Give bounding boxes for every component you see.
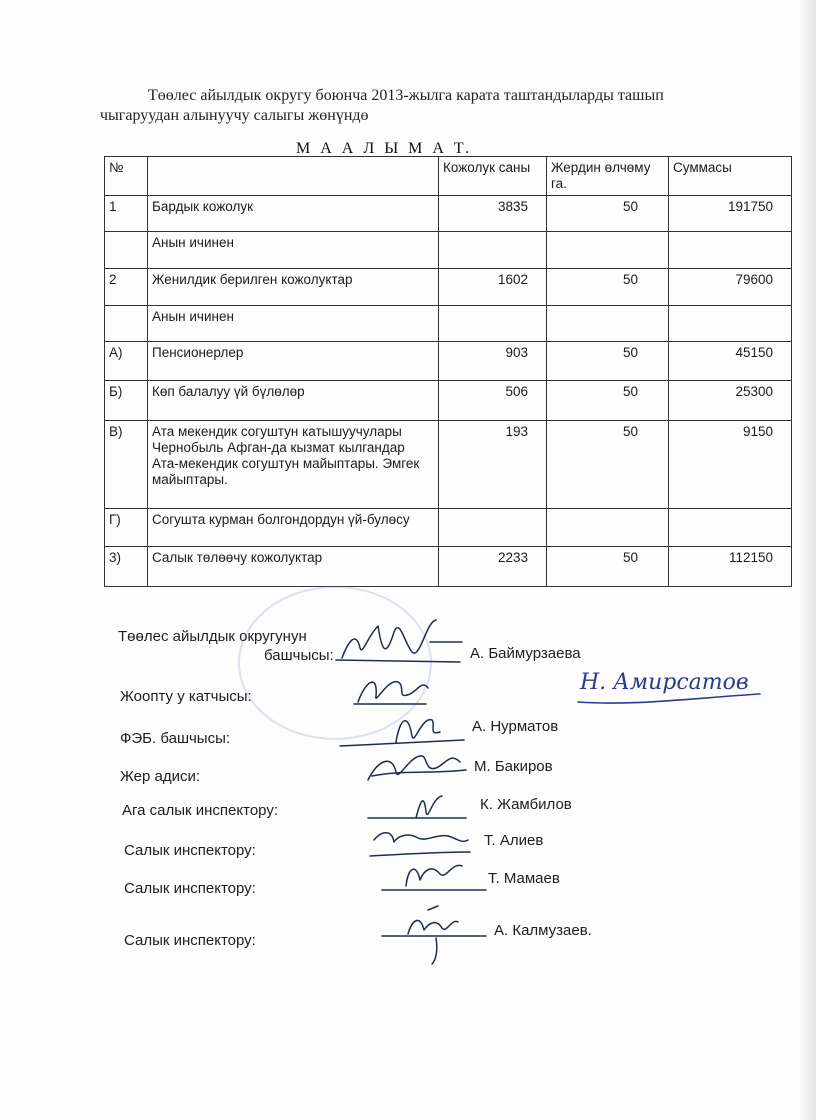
table-row — [105, 421, 792, 509]
header-households: Кожолук саны — [439, 157, 547, 196]
signature-head — [334, 612, 474, 668]
signature-label-inspector-3: Салык инспектору: — [124, 932, 256, 949]
row-name: Женилдик берилген кожолуктар — [148, 269, 439, 306]
signature-name-inspector-3: А. Калмузаев. — [494, 922, 592, 939]
row-households: 193 — [439, 421, 547, 509]
signature-name-feb-head: А. Нурматов — [472, 718, 559, 735]
signature-name-inspector-2: Т. Мамаев — [488, 870, 560, 887]
scan-edge-shadow — [798, 0, 816, 1120]
row-name: Салык төлөөчу кожолуктар — [148, 547, 439, 587]
row-name: Анын ичинен — [148, 232, 439, 269]
row-land — [547, 232, 669, 269]
row-land: 50 — [547, 269, 669, 306]
signature-label-inspector-2: Салык инспектору: — [124, 880, 256, 897]
signature-name-head: А. Баймурзаева — [470, 645, 581, 662]
row-number: Г) — [105, 509, 148, 547]
row-name: Бардык кожолук — [148, 196, 439, 232]
table-row — [105, 269, 792, 306]
signature-label-head-line-1: Төөлес айылдык округунун — [118, 628, 307, 645]
row-number: 2 — [105, 269, 148, 306]
table-row — [105, 196, 792, 232]
row-households: 903 — [439, 342, 547, 381]
header-sum: Суммасы — [669, 157, 792, 196]
row-sum: 112150 — [669, 547, 792, 587]
document-heading — [100, 86, 740, 126]
row-sum: 45150 — [669, 342, 792, 381]
row-name: Көп балалуу үй бүлөлөр — [148, 381, 439, 421]
table-row — [105, 381, 792, 421]
header-name — [148, 157, 439, 196]
row-number: 3) — [105, 547, 148, 587]
signature-name-inspector-1: Т. Алиев — [484, 832, 544, 849]
row-land — [547, 306, 669, 342]
signature-name-senior-inspector: К. Жамбилов — [480, 796, 572, 813]
table-header-row — [105, 157, 792, 196]
document-title: М А А Л Ы М А Т. — [296, 140, 473, 157]
table-row — [105, 547, 792, 587]
data-table — [104, 156, 792, 587]
row-name: Ата мекендик согуштун катышуучулары Чернобыль Афган-да кызмат кылгандар Ата-мекендик согуштун майыптары. Эмгек майыптары. — [148, 421, 439, 509]
signature-name-land-specialist: М. Бакиров — [474, 758, 553, 775]
signature-inspector-3 — [380, 900, 490, 968]
row-sum — [669, 306, 792, 342]
signature-label-land-specialist: Жер адиси: — [120, 768, 201, 785]
row-land: 50 — [547, 421, 669, 509]
row-sum: 191750 — [669, 196, 792, 232]
row-number: В) — [105, 421, 148, 509]
row-households: 506 — [439, 381, 547, 421]
table-row — [105, 232, 792, 269]
signature-label-head-line-2: башчысы: — [264, 647, 334, 664]
signature-inspector-2 — [380, 852, 490, 896]
row-land: 50 — [547, 381, 669, 421]
header-number: № — [105, 157, 148, 196]
signature-label-senior-inspector: Ага салык инспектору: — [122, 802, 279, 819]
signature-name-secretary: Н. Амирсатов — [580, 670, 749, 695]
row-households — [439, 509, 547, 547]
row-name: Пенсионерлер — [148, 342, 439, 381]
signature-label-inspector-1: Салык инспектору: — [124, 842, 256, 859]
signature-label-feb-head: ФЭБ. башчысы: — [120, 730, 231, 747]
signature-land-specialist — [362, 740, 472, 788]
row-number: А) — [105, 342, 148, 381]
table-row — [105, 509, 792, 547]
row-sum: 25300 — [669, 381, 792, 421]
row-name: Согушта курман болгондордун үй-булөсу — [148, 509, 439, 547]
row-number — [105, 232, 148, 269]
row-land: 50 — [547, 196, 669, 232]
header-land-size: Жердин өлчөму га. — [547, 157, 669, 196]
row-sum: 9150 — [669, 421, 792, 509]
row-households: 1602 — [439, 269, 547, 306]
row-households — [439, 232, 547, 269]
row-name: Анын ичинен — [148, 306, 439, 342]
row-land — [547, 509, 669, 547]
signature-label-secretary: Жоопту у катчысы: — [120, 688, 252, 705]
heading-line-1: Төөлес айылдык округу боюнча 2013-жылга карата таштандыларды ташып — [148, 87, 664, 104]
row-households: 2233 — [439, 547, 547, 587]
handwritten-underline-secretary — [574, 668, 764, 708]
row-sum — [669, 509, 792, 547]
row-households — [439, 306, 547, 342]
row-number: Б) — [105, 381, 148, 421]
row-land: 50 — [547, 342, 669, 381]
row-households: 3835 — [439, 196, 547, 232]
row-land: 50 — [547, 547, 669, 587]
row-number — [105, 306, 148, 342]
row-sum — [669, 232, 792, 269]
table-row — [105, 342, 792, 381]
signature-secretary — [348, 666, 438, 710]
row-number: 1 — [105, 196, 148, 232]
table-row — [105, 306, 792, 342]
row-sum: 79600 — [669, 269, 792, 306]
heading-line-2: чыгаруудан алынуучу салыгы жөнүндө — [100, 107, 369, 124]
